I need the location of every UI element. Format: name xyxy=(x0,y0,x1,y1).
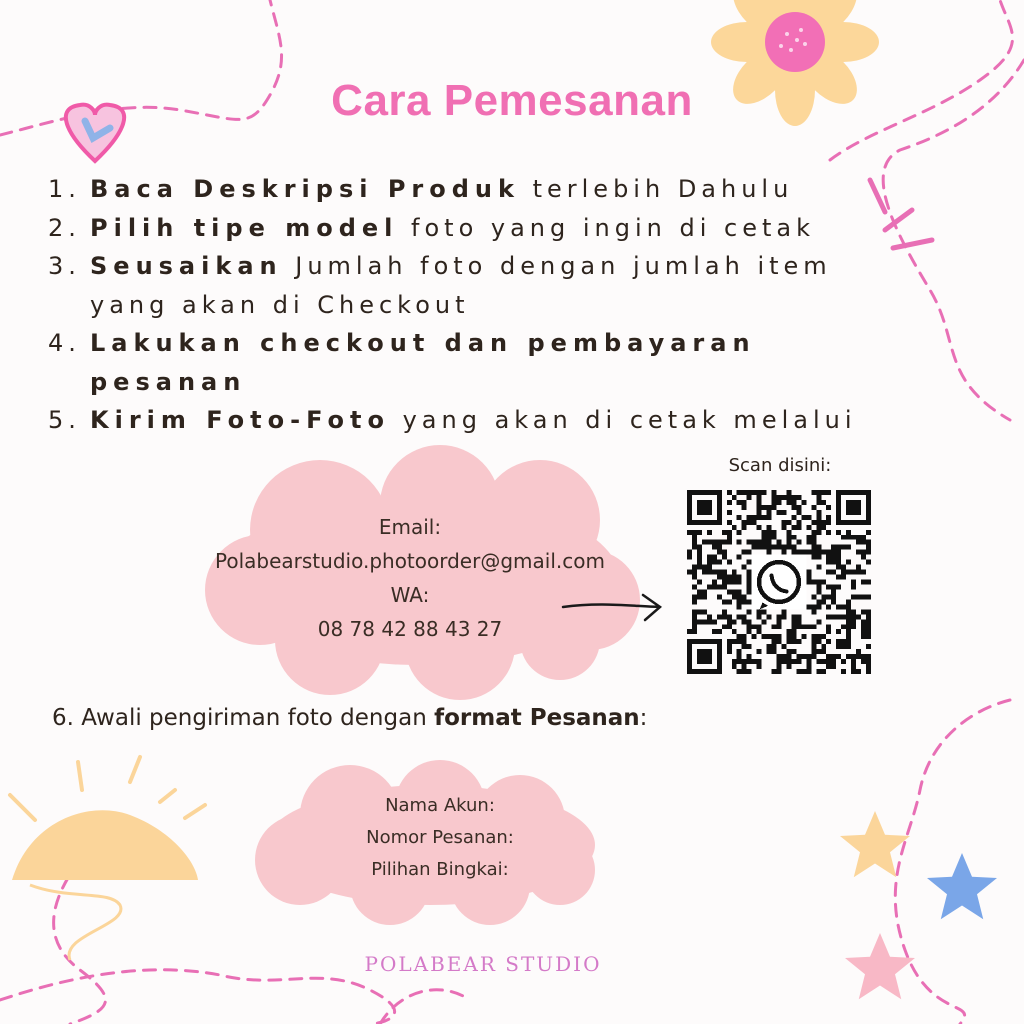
step-2 xyxy=(48,209,918,248)
step6-prefix: 6. Awali pengiriman foto dengan xyxy=(52,705,435,731)
step-1 xyxy=(48,170,918,209)
order-field-order-number: Nomor Pesanan: xyxy=(366,827,514,848)
step-text: terlebih Dahulu xyxy=(519,175,794,203)
dashed-line-bottom-left xyxy=(54,860,106,1024)
step-number: 3. xyxy=(48,252,81,280)
dashed-line-bottom-mid xyxy=(380,990,470,1024)
step-4 xyxy=(48,324,918,401)
qr-code[interactable] xyxy=(686,490,872,674)
step-bold-text: Kirim Foto-Foto xyxy=(90,406,390,434)
step-bold-text: Baca Deskripsi Produk xyxy=(90,175,520,203)
step-5 xyxy=(48,401,918,440)
step-text: Jumlah foto dengan jumlah item yang akan di Checkout xyxy=(90,252,832,319)
step-number: 4. xyxy=(48,329,81,357)
step-6 xyxy=(52,705,852,731)
order-field-frame: Pilihan Bingkai: xyxy=(371,859,509,880)
brand-name: POLABEAR STUDIO xyxy=(364,952,602,976)
steps-list xyxy=(48,170,918,440)
email-address[interactable]: Polabearstudio.photoorder@gmail.com xyxy=(215,549,605,573)
contact-info xyxy=(200,510,620,646)
sun-icon xyxy=(10,757,205,960)
step-bold-text: Lakukan checkout dan pembayaran pesanan xyxy=(90,329,756,396)
scan-label: Scan disini: xyxy=(728,455,832,476)
step-text: yang akan di cetak melalui xyxy=(389,406,857,434)
dashed-line-bottom xyxy=(0,970,395,1024)
wa-number[interactable]: 08 78 42 88 43 27 xyxy=(317,617,503,641)
whatsapp-icon xyxy=(752,555,807,610)
step6-suffix: : xyxy=(639,705,648,731)
order-format xyxy=(320,790,560,886)
email-label: Email: xyxy=(378,515,442,539)
step-number: 5. xyxy=(48,406,81,434)
step-3 xyxy=(48,247,918,324)
order-field-account: Nama Akun: xyxy=(385,795,495,816)
step-number: 1. xyxy=(48,175,81,203)
step6-bold: format Pesanan xyxy=(434,705,640,731)
step-bold-text: Seusaikan xyxy=(90,252,283,280)
step-number: 2. xyxy=(48,213,81,242)
wa-label: WA: xyxy=(390,583,430,607)
step-bold-text: Pilih tipe model xyxy=(90,213,399,242)
step-text: foto yang ingin di cetak xyxy=(398,213,816,242)
page-title: Cara Pemesanan xyxy=(331,76,693,125)
